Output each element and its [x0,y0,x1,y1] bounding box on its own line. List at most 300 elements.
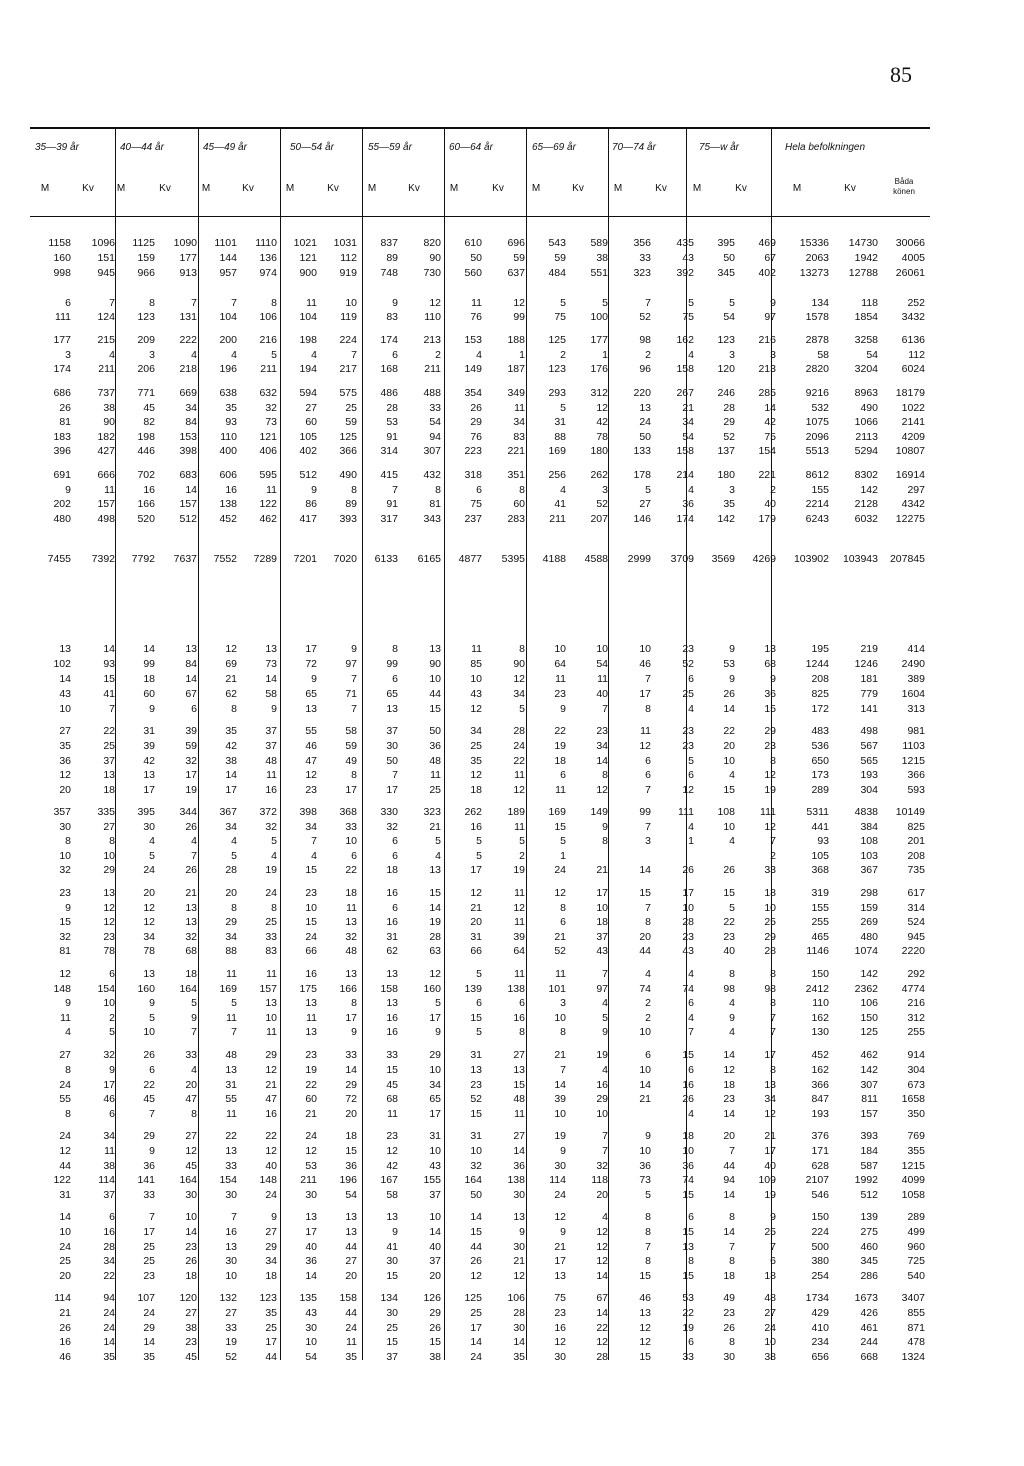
table-cell: 36 [305,1255,317,1267]
table-cell: 83 [513,431,525,443]
table-cell: 33 [345,821,357,833]
table-cell: 426 [860,1307,878,1319]
table-cell: 490 [339,469,357,481]
table-cell: 6 [392,902,398,914]
table-cell: 16 [513,1012,525,1024]
table-cell: 148 [53,983,71,995]
table-cell: 335 [97,806,115,818]
table-cell: 207845 [889,553,925,565]
table-cell: 285 [758,387,776,399]
table-cell: 25 [59,1255,71,1267]
table-cell: 7 [770,1241,776,1253]
table-cell: 37 [386,725,398,737]
table-cell: 18 [103,784,115,796]
table-cell: 7 [109,297,115,309]
column-divider [280,640,281,1360]
table-cell: 21 [554,1049,566,1061]
table-cell: 37 [265,725,277,737]
table-cell: 216 [259,334,277,346]
table-cell: 44 [265,1351,277,1363]
table-cell: 33 [265,931,277,943]
table-cell: 246 [717,387,735,399]
table-cell: 3 [729,349,735,361]
table-cell: 160 [423,983,441,995]
table-cell: 13 [386,997,398,1009]
table-cell: 157 [860,1108,878,1120]
table-cell: 10 [429,1211,441,1223]
table-cell: 64 [513,945,525,957]
table-cell: 12 [470,887,482,899]
table-cell: 14 [143,643,155,655]
table-cell: 23 [59,887,71,899]
table-cell: 3 [149,349,155,361]
table-cell: 465 [811,931,829,943]
table-cell: 14 [723,1108,735,1120]
table-cell: 216 [758,334,776,346]
table-cell: 14 [470,1211,482,1223]
table-cell: 6 [645,1049,651,1061]
table-cell: 35 [103,1351,115,1363]
table-cell: 59 [513,252,525,264]
table-cell: 183 [53,431,71,443]
table-cell: 9 [519,1226,525,1238]
table-cell: 13 [225,1064,237,1076]
table-cell: 6024 [901,363,925,375]
table-cell: 21 [513,1255,525,1267]
table-cell: 432 [423,469,441,481]
table-cell: 23 [470,1079,482,1091]
table-cell: 304 [907,1064,925,1076]
table-cell: 13 [103,769,115,781]
table-cell: 15 [639,1270,651,1282]
table-cell: 478 [907,1336,925,1348]
table-cell: 28 [429,931,441,943]
table-cell: 39 [554,1093,566,1105]
table-cell: 34 [305,821,317,833]
table-cell: 289 [907,1211,925,1223]
table-cell: 9 [149,703,155,715]
table-cell: 13 [513,1064,525,1076]
table-cell: 43 [429,1160,441,1172]
table-cell: 12 [639,1322,651,1334]
table-cell: 26 [143,1049,155,1061]
table-cell: 8 [65,835,71,847]
table-cell: 4 [191,835,197,847]
table-cell: 490 [860,402,878,414]
table-cell: 179 [758,513,776,525]
table-cell: 12 [305,769,317,781]
table-cell: 7455 [47,553,71,565]
table-cell: 182 [97,431,115,443]
table-cell: 22 [225,1130,237,1142]
table-cell: 21 [305,1108,317,1120]
table-cell: 2999 [627,553,651,565]
table-cell: 23 [682,643,694,655]
table-cell: 112 [340,252,357,264]
table-cell: 19 [596,1049,608,1061]
table-cell: 76 [470,311,482,323]
table-cell: 36 [639,1160,651,1172]
table-cell: 29 [764,725,776,737]
men-subheader: M [201,183,211,194]
table-cell: 8 [231,703,237,715]
table-cell: 24 [103,1307,115,1319]
table-cell: 30 [386,740,398,752]
table-cell: 17 [682,887,694,899]
table-cell: 398 [179,445,197,457]
table-cell: 45 [143,1093,155,1105]
table-cell: 31 [429,1130,441,1142]
table-cell: 1 [602,349,608,361]
table-cell: 105 [811,850,829,862]
table-cell: 17 [103,1079,115,1091]
table-cell: 164 [464,1174,482,1186]
table-cell: 5 [231,850,237,862]
table-cell: 1 [688,835,694,847]
table-cell: 28 [764,945,776,957]
table-cell: 130 [811,1026,829,1038]
table-cell: 146 [633,513,651,525]
table-cell: 345 [860,1255,878,1267]
table-cell: 1096 [91,237,115,249]
table-cell: 10 [639,1145,651,1157]
table-cell: 29 [429,1307,441,1319]
table-cell: 1090 [173,237,197,249]
table-cell: 1673 [854,1292,878,1304]
table-cell: 871 [907,1322,925,1334]
table-cell: 12788 [848,267,878,279]
table-cell: 175 [299,983,317,995]
table-cell: 74 [639,983,651,995]
table-cell: 15336 [799,237,829,249]
table-cell: 164 [179,1174,197,1186]
table-cell: 323 [423,806,441,818]
table-cell: 90 [429,252,441,264]
table-cell: 7 [392,769,398,781]
table-cell: 32 [103,1049,115,1061]
age-group-header: 45—49 år [203,142,247,153]
table-cell: 40 [764,1160,776,1172]
table-cell: 34 [513,416,525,428]
table-cell: 15 [345,1145,357,1157]
table-cell: 565 [860,755,878,767]
table-cell: 142 [860,968,878,980]
table-cell: 17 [470,1322,482,1334]
table-cell: 21 [470,902,482,914]
table-cell: 40 [305,1241,317,1253]
table-cell: 22 [345,864,357,876]
table-cell: 4 [602,1211,608,1223]
table-cell: 960 [907,1241,925,1253]
table-cell: 17 [596,887,608,899]
table-cell: 15 [639,1351,651,1363]
table-cell: 12 [554,1211,566,1223]
men-subheader: M [692,183,702,194]
table-cell: 26 [682,1093,694,1105]
table-cell: 158 [676,445,694,457]
table-cell: 224 [811,1226,829,1238]
table-cell: 8 [351,769,357,781]
table-cell: 25 [345,402,357,414]
table-cell: 617 [907,887,925,899]
table-cell: 20 [185,1079,197,1091]
table-cell: 13 [265,997,277,1009]
table-cell: 5311 [806,806,829,818]
table-cell: 8 [560,902,566,914]
table-cell: 43 [59,688,71,700]
table-cell: 1215 [901,755,925,767]
table-cell: 8 [435,484,441,496]
table-cell: 669 [179,387,197,399]
table-cell: 21 [185,887,197,899]
table-cell: 36 [513,1160,525,1172]
table-cell: 11 [471,643,482,655]
men-subheader: M [449,183,459,194]
table-cell: 36 [345,1160,357,1172]
table-cell: 9 [191,1012,197,1024]
table-cell: 41 [554,498,566,510]
table-cell: 486 [380,387,398,399]
table-cell: 262 [590,469,608,481]
table-cell: 9 [560,703,566,715]
table-cell: 23 [723,1093,735,1105]
table-cell: 18 [682,1130,694,1142]
table-cell: 429 [811,1307,829,1319]
table-cell: 22 [103,1270,115,1282]
table-cell: 54 [305,1351,317,1363]
table-cell: 17 [143,1226,155,1238]
table-cell: 47 [265,1093,277,1105]
table-cell: 1854 [854,311,878,323]
table-cell: 1110 [255,237,277,249]
table-cell: 30 [386,1307,398,1319]
table-cell: 13 [345,1211,357,1223]
table-cell: 498 [97,513,115,525]
table-cell: 24 [513,740,525,752]
table-cell: 452 [219,513,237,525]
table-cell: 34 [513,688,525,700]
table-cell: 172 [811,703,829,715]
column-divider [362,640,363,1360]
table-cell: 7 [602,1130,608,1142]
table-cell: 122 [259,498,277,510]
table-cell: 512 [299,469,317,481]
table-cell: 14 [59,1211,71,1223]
table-cell: 59 [185,740,197,752]
table-cell: 20 [225,887,237,899]
table-cell: 9 [602,821,608,833]
table-cell: 10 [143,1026,155,1038]
table-cell: 7 [231,1026,237,1038]
table-cell: 532 [811,402,829,414]
table-cell: 5 [560,297,566,309]
table-cell: 157 [97,498,115,510]
table-cell: 21 [682,402,694,414]
table-cell: 30 [513,1189,525,1201]
table-cell: 25 [470,1307,482,1319]
table-cell: 7 [645,673,651,685]
table-cell: 49 [723,1292,735,1304]
table-cell: 297 [907,484,925,496]
table-cell: 4 [271,850,277,862]
table-cell: 221 [507,445,525,457]
table-cell: 153 [464,334,482,346]
table-cell: 23 [596,725,608,737]
table-cell: 4 [688,703,694,715]
table-cell: 32 [265,821,277,833]
table-cell: 106 [259,311,277,323]
table-cell: 292 [907,968,925,980]
table-cell: 12 [59,1145,71,1157]
table-cell: 446 [137,445,155,457]
table-cell: 38 [185,1322,197,1334]
table-cell: 118 [591,1174,608,1186]
column-divider [115,640,116,1360]
table-cell: 44 [59,1160,71,1172]
table-cell: 40 [265,1160,277,1172]
table-cell: 12 [429,297,441,309]
table-cell: 11 [266,968,277,980]
table-cell: 12 [185,1145,197,1157]
table-cell: 54 [723,311,735,323]
table-cell: 37 [103,1189,115,1201]
table-cell: 2141 [901,416,925,428]
table-cell: 158 [380,983,398,995]
table-cell: 8 [729,968,735,980]
table-cell: 13 [305,703,317,715]
table-cell: 8 [770,755,776,767]
table-cell: 34 [429,1079,441,1091]
table-cell: 252 [907,297,925,309]
table-cell: 11 [226,968,237,980]
table-cell: 4 [688,1012,694,1024]
table-cell: 38 [429,1351,441,1363]
table-cell: 67 [185,688,197,700]
table-cell: 6 [560,769,566,781]
table-cell: 410 [811,1322,829,1334]
table-cell: 47 [185,1093,197,1105]
table-cell: 35 [470,755,482,767]
table-cell: 36 [59,755,71,767]
table-cell: 47 [305,755,317,767]
table-cell: 131 [179,311,197,323]
column-divider [362,127,363,657]
table-cell: 1021 [293,237,317,249]
table-cell: 7 [149,1211,155,1223]
table-cell: 68 [764,658,776,670]
table-cell: 68 [386,1093,398,1105]
table-cell: 30 [513,1241,525,1253]
table-cell: 13273 [799,267,829,279]
table-cell: 37 [386,1351,398,1363]
table-cell: 16 [225,484,237,496]
table-cell: 101 [548,983,566,995]
table-cell: 149 [464,363,482,375]
table-cell: 237 [464,513,482,525]
table-cell: 26 [723,864,735,876]
table-cell: 18 [185,1270,197,1282]
table-cell: 20 [345,1108,357,1120]
table-cell: 112 [908,349,925,361]
table-cell: 114 [98,1174,115,1186]
table-cell: 24 [554,864,566,876]
table-cell: 11 [226,1012,237,1024]
table-cell: 211 [549,513,566,525]
table-cell: 1103 [902,740,925,752]
table-cell: 125 [464,1292,482,1304]
table-cell: 10 [470,673,482,685]
table-cell: 11 [306,1012,317,1024]
table-cell: 162 [811,1064,829,1076]
table-cell: 3569 [711,553,735,565]
table-cell: 12 [596,1241,608,1253]
women-subheader: Kv [327,183,339,194]
table-cell: 402 [758,267,776,279]
table-cell: 99 [639,806,651,818]
table-cell: 35 [723,498,735,510]
table-cell: 7 [231,1211,237,1223]
table-cell: 11 [346,902,357,914]
table-cell: 469 [758,237,776,249]
table-cell: 2 [645,349,651,361]
table-cell: 567 [860,740,878,752]
table-cell: 23 [185,1336,197,1348]
table-cell: 343 [423,513,441,525]
table-cell: 1942 [854,252,878,264]
table-cell: 7 [729,1145,735,1157]
table-cell: 313 [907,703,925,715]
table-cell: 10 [554,1108,566,1120]
table-cell: 811 [861,1093,878,1105]
table-cell: 16 [386,916,398,928]
table-cell: 10 [764,1336,776,1348]
table-cell: 93 [817,835,829,847]
table-cell: 12 [143,902,155,914]
table-cell: 3407 [901,1292,925,1304]
table-cell: 81 [59,416,71,428]
table-cell: 134 [380,1292,398,1304]
table-cell: 7 [645,297,651,309]
table-cell: 94 [723,1174,735,1186]
table-cell: 97 [596,983,608,995]
table-cell: 25 [143,1255,155,1267]
table-cell: 4 [560,484,566,496]
table-cell: 33 [429,402,441,414]
table-cell: 16 [143,484,155,496]
table-cell: 27 [513,1130,525,1142]
table-cell: 32 [386,821,398,833]
table-cell: 981 [907,725,925,737]
age-group-header: 75—w år [699,142,740,153]
table-cell: 5 [729,297,735,309]
table-cell: 13 [103,887,115,899]
table-cell: 158 [676,363,694,375]
table-cell: 24 [345,1322,357,1334]
table-cell: 142 [860,484,878,496]
table-cell: 52 [554,945,566,957]
table-cell: 50 [429,725,441,737]
table-cell: 966 [137,267,155,279]
table-cell: 43 [596,945,608,957]
table-cell: 5513 [805,445,829,457]
table-cell: 441 [811,821,829,833]
table-cell: 73 [639,1174,651,1186]
table-cell: 435 [676,237,694,249]
table-cell: 393 [339,513,357,525]
table-cell: 32 [59,864,71,876]
table-cell: 174 [676,513,694,525]
table-cell: 37 [103,755,115,767]
